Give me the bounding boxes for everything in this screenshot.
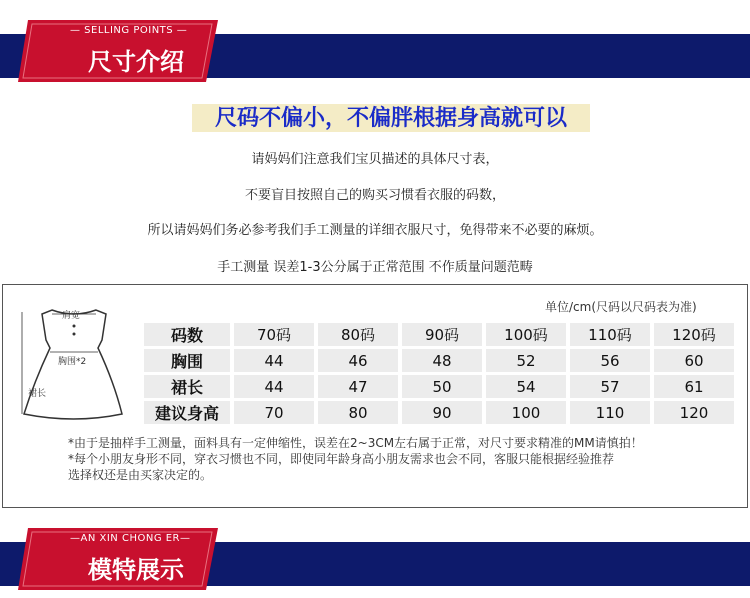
table-cell: 110 [570,401,650,424]
unit-label: 单位/cm(尺码以尺码表为准) [545,300,697,314]
note-line-1: 请妈妈们注意我们宝贝描述的具体尺寸表， [251,152,499,167]
table-cell: 47 [318,375,398,398]
table-header-row [144,323,734,346]
note-line-3: 所以请妈妈们务必参考我们手工测量的详细衣服尺寸，免得带来不必要的麻烦。 [147,223,603,238]
chest-label: 胸围*2 [58,357,87,367]
table-cell: 80 [318,401,398,424]
table-cell: 56 [570,349,650,372]
footnote-3: 选择权还是由买家决定的。 [68,468,213,482]
size-table [140,320,738,427]
table-cell: 52 [486,349,566,372]
table-cell: 建议身高 [144,401,230,424]
table-cell: 裙长 [144,375,230,398]
table-cell: 50 [402,375,482,398]
table-cell: 57 [570,375,650,398]
banner-red-tab [18,20,218,86]
table-row [144,401,734,424]
banner-red-tab [18,528,218,594]
note-line-2: 不要盲目按照自己的购买习惯看衣服的码数， [244,188,505,203]
section-banner-model [0,528,750,594]
table-cell: 44 [234,375,314,398]
table-cell: 100 [486,401,566,424]
table-cell: 54 [486,375,566,398]
table-cell: 48 [402,349,482,372]
banner-subtitle: —AN XIN CHONG ER— [70,533,191,544]
table-cell: 胸围 [144,349,230,372]
dress-diagram [14,302,134,422]
table-row [144,375,734,398]
table-cell: 120码 [654,323,734,346]
table-cell: 120 [654,401,734,424]
table-cell: 90码 [402,323,482,346]
table-cell: 110码 [570,323,650,346]
table-cell: 70码 [234,323,314,346]
banner-title: 模特展示 [88,556,184,584]
table-cell: 80码 [318,323,398,346]
shoulder-label: 肩宽 [62,311,81,321]
table-row [144,349,734,372]
footnote-1: *由于是抽样手工测量，面料具有一定伸缩性，误差在2~3CM左右属于正常，对尺寸要求精准的MM请慎拍！ [68,436,643,450]
headline: 尺码不偏小，不偏胖根据身高就可以 [192,104,590,132]
table-cell: 60 [654,349,734,372]
table-cell: 46 [318,349,398,372]
table-cell: 44 [234,349,314,372]
banner-title: 尺寸介绍 [88,48,184,76]
section-banner-size [0,20,750,86]
banner-subtitle: — SELLING POINTS — [70,25,188,36]
table-cell: 码数 [144,323,230,346]
table-cell: 70 [234,401,314,424]
table-cell: 100码 [486,323,566,346]
length-label: 裙长 [28,389,47,399]
table-cell: 61 [654,375,734,398]
table-cell: 90 [402,401,482,424]
note-line-4: 手工测量 误差1-3公分属于正常范围 不作质量问题范畴 [217,260,533,275]
footnote-2: *每个小朋友身形不同，穿衣习惯也不同，即使同年龄身高小朋友需求也会不同，客服只能根据经验推荐 [68,452,615,466]
